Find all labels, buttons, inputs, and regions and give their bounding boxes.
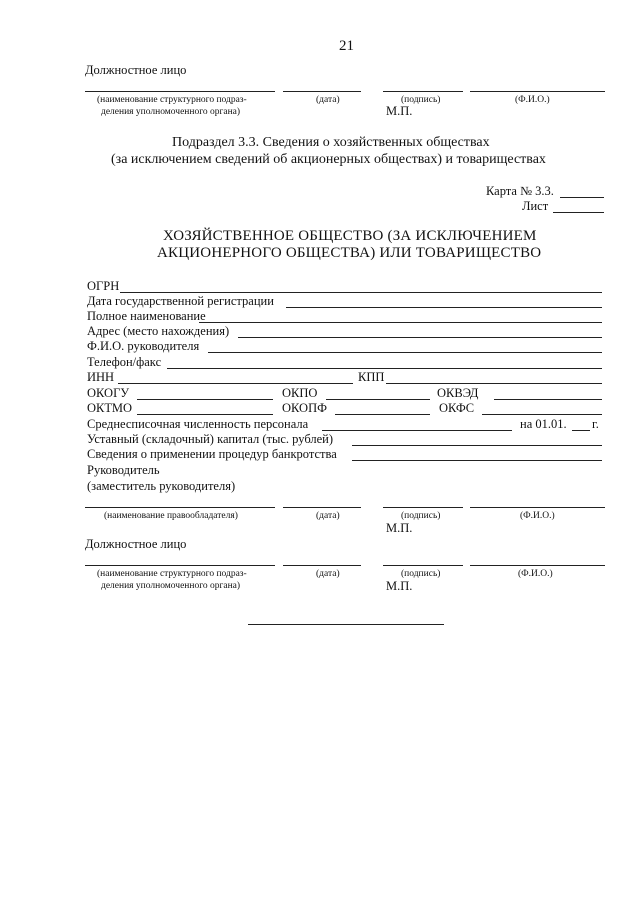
page-number: 21 [339, 38, 354, 54]
bottom-org-name-line [85, 565, 275, 566]
sheet-field [553, 212, 604, 213]
kpp-field[interactable] [386, 383, 602, 384]
inn-field[interactable] [118, 383, 353, 384]
okogu-label: ОКОГУ [87, 386, 130, 400]
okpo-label: ОКПО [282, 386, 318, 400]
holder-fio-line [470, 507, 605, 508]
holder-date-line [283, 507, 361, 508]
okopf-field[interactable] [335, 414, 430, 415]
bottom-caption-date: (дата) [316, 569, 340, 579]
caption-fio: (Ф.И.О.) [515, 95, 550, 105]
okfs-label: ОКФС [439, 401, 475, 415]
holder-caption-fio: (Ф.И.О.) [520, 511, 555, 521]
holder-stamp-mark: М.П. [386, 521, 413, 535]
fio-line [470, 91, 605, 92]
caption-date: (дата) [316, 95, 340, 105]
ogrn-field[interactable] [120, 292, 602, 293]
card-number-label: Карта № 3.3. [486, 184, 554, 198]
bottom-stamp-mark: М.П. [386, 579, 413, 593]
bankruptcy-label: Сведения о применении процедур банкротства [87, 447, 337, 461]
bottom-caption-signature: (подпись) [401, 569, 441, 579]
okfs-field[interactable] [482, 414, 602, 415]
sheet-label: Лист [522, 199, 549, 213]
headcount-year-field[interactable] [572, 430, 590, 431]
okogu-field[interactable] [137, 399, 273, 400]
holder-caption-signature: (подпись) [401, 511, 441, 521]
caption-org-2: деления уполномоченного органа) [101, 107, 241, 117]
section-end-divider [248, 624, 444, 625]
ogrn-label: ОГРН [87, 279, 120, 293]
caption-org-1: (наименование структурного подраз- [97, 95, 247, 105]
bottom-date-line [283, 565, 361, 566]
reg-date-label: Дата государственной регистрации [87, 294, 274, 308]
headcount-label: Среднесписочная численность персонала [87, 417, 309, 431]
full-name-label: Полное наименование [87, 309, 206, 323]
okpo-field[interactable] [326, 399, 430, 400]
kpp-label: КПП [358, 370, 385, 384]
main-title-line2: АКЦИОНЕРНОГО ОБЩЕСТВА) ИЛИ ТОВАРИЩЕСТВО [157, 245, 542, 261]
inn-label: ИНН [87, 370, 115, 384]
head-label-line2: (заместитель руководителя) [87, 479, 236, 493]
bottom-caption-org-2: деления уполномоченного органа) [101, 581, 241, 591]
caption-holder: (наименование правообладателя) [104, 511, 238, 521]
okved-label: ОКВЭД [437, 386, 479, 400]
oktmo-label: ОКТМО [87, 401, 132, 415]
year-suffix: г. [592, 417, 599, 431]
main-title-line1: ХОЗЯЙСТВЕННОЕ ОБЩЕСТВО (ЗА ИСКЛЮЧЕНИЕМ [163, 228, 537, 244]
oktmo-field[interactable] [137, 414, 273, 415]
date-line [283, 91, 361, 92]
official-label: Должностное лицо [85, 63, 187, 77]
subsection-title-line2: (за исключением сведений об акционерных обществах) и товариществах [111, 152, 546, 167]
bottom-fio-line [470, 565, 605, 566]
headcount-date-label: на 01.01. [520, 417, 567, 431]
subsection-title-line1: Подраздел 3.3. Сведения о хозяйственных обществах [172, 135, 490, 150]
okopf-label: ОКОПФ [282, 401, 327, 415]
address-label: Адрес (место нахождения) [87, 324, 230, 338]
bottom-official-label: Должностное лицо [85, 537, 187, 551]
caption-signature: (подпись) [401, 95, 441, 105]
head-label-line1: Руководитель [87, 463, 160, 477]
full-name-field[interactable] [199, 322, 602, 323]
capital-label: Уставный (складочный) капитал (тыс. рублей) [87, 432, 334, 446]
headcount-field[interactable] [322, 430, 512, 431]
holder-name-line [85, 507, 275, 508]
bankruptcy-field[interactable] [352, 460, 602, 461]
bottom-signature-line [383, 565, 463, 566]
card-number-field [560, 197, 604, 198]
stamp-mark: М.П. [386, 104, 413, 118]
head-fio-label: Ф.И.О. руководителя [87, 339, 200, 353]
capital-field[interactable] [352, 445, 602, 446]
address-field[interactable] [238, 337, 602, 338]
org-name-line [85, 91, 275, 92]
holder-signature-line [383, 507, 463, 508]
bottom-caption-org-1: (наименование структурного подраз- [97, 569, 247, 579]
okved-field[interactable] [494, 399, 602, 400]
phone-label: Телефон/факс [87, 355, 162, 369]
phone-field[interactable] [167, 368, 602, 369]
bottom-caption-fio: (Ф.И.О.) [518, 569, 553, 579]
holder-caption-date: (дата) [316, 511, 340, 521]
signature-line [383, 91, 463, 92]
head-fio-field[interactable] [208, 352, 602, 353]
reg-date-field[interactable] [286, 307, 602, 308]
